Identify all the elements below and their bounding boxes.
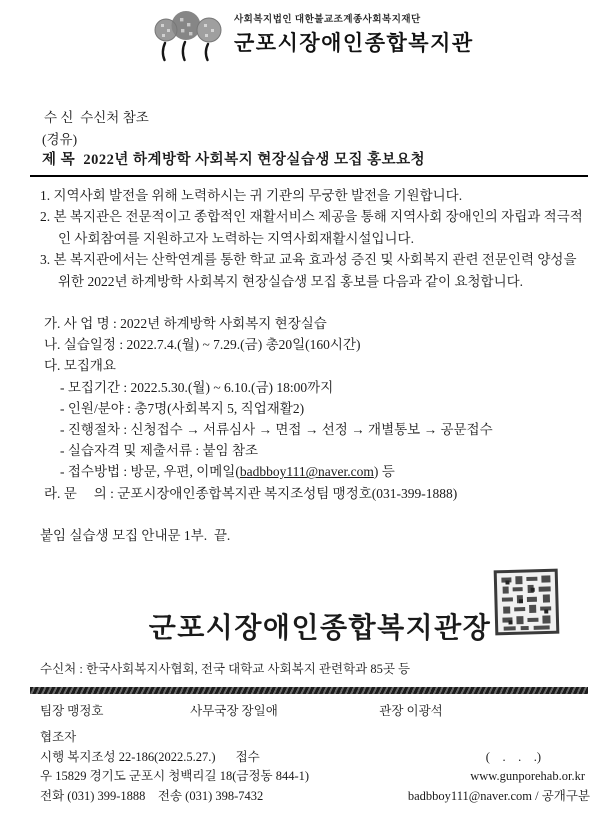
- recipient-line: 수 신 수신처 참조: [44, 110, 149, 125]
- paragraph-1: 1. 지역사회 발전을 위해 노력하시는 귀 기관의 무궁한 발전을 기원합니다.: [40, 187, 463, 203]
- letterhead: [152, 9, 616, 63]
- detail-overview-heading: 다. 모집개요: [44, 358, 116, 374]
- paragraph-2: 2. 본 복지관은 전문적이고 종합적인 재활서비스 제공을 통해 지역사회 장애인의 자립과 적극적인 사회참여를 지원하고자 노력하는 지역사회재활시설입니다.: [40, 209, 583, 246]
- postal-address: 우 15829 경기도 군포시 청백리길 18(금정동 844-1): [40, 769, 310, 784]
- cc-line: 수신처 : 한국사회복지사협회, 전국 대학교 사회복지 관련학과 85곳 등: [40, 661, 411, 676]
- via-line: (경유): [42, 131, 78, 147]
- phone-fax-numbers: 전화 (031) 399-1888 전송 (031) 398-7432: [40, 788, 264, 803]
- address-row: [0, 767, 616, 787]
- email-link[interactable]: badbboy111@naver.com: [239, 464, 374, 480]
- website-url: www.gunporehab.or.kr: [470, 769, 585, 784]
- detail-process: - 진행절차 : 신청접수 → 서류심사 → 면접 → 선정 → 개별통보 → 공문접수: [60, 422, 493, 438]
- organization-name: 군포시장애인종합복지관: [234, 31, 474, 55]
- foundation-name: 사회복지법인 대한불교조계종사회복지재단: [234, 15, 421, 25]
- detail-inquiry: 라. 문 의 : 군포시장애인종합복지관 복지조성팀 맹정호(031-399-1888): [44, 485, 458, 501]
- detail-project-name: 가. 사 업 명 : 2022년 하계방학 사회복지 현장실습: [44, 316, 327, 331]
- subject-line: 제 목 2022년 하계방학 사회복지 현장실습생 모집 홍보요청: [42, 152, 426, 168]
- approver-secretary-general: 사무국장 장일애: [190, 703, 278, 718]
- receipt-date-blank: ( . . .): [485, 749, 541, 764]
- detail-qualification: - 실습자격 및 제출서류 : 붙임 참조: [60, 443, 259, 459]
- phone-row: [0, 787, 616, 807]
- execution-row: [0, 748, 616, 768]
- three-trees-logo-icon: [152, 9, 230, 63]
- receipt-label: 접수: [235, 749, 260, 764]
- approver-director: 관장 이광석: [379, 703, 443, 718]
- detail-headcount: - 인원/분야 : 총7명(사회복지 5, 직업재활2): [60, 400, 305, 416]
- execution-number: 시행 복지조성 22-186(2022.5.27.): [40, 749, 216, 764]
- paragraph-3: 3. 본 복지관에서는 산학연계를 통한 학교 교육 효과성 증진 및 사회복지 관련 전문인력 양성을 위한 2022년 하계방학 사회복지 현장실습생 모집 홍보를 다음과 같이 요청합니다.: [40, 252, 580, 289]
- footer: [0, 702, 616, 807]
- detail-reception-method: [40, 461, 586, 482]
- details-section: [0, 313, 616, 504]
- approval-row: [0, 702, 616, 722]
- reception-post-text: ) 등: [373, 464, 395, 480]
- cooperator-label: 협조자: [40, 730, 77, 745]
- footer-divider: [30, 687, 588, 694]
- footer-email-disclosure: badbboy111@naver.com / 공개구분: [407, 788, 590, 803]
- detail-schedule: 나. 실습일정 : 2022.7.4.(월) ~ 7.29.(금) 총20일(160시간): [44, 337, 361, 353]
- issuer-title: 군포시장애인종합복지관장: [148, 612, 492, 644]
- recipient-block: [0, 107, 616, 172]
- letterhead-text: [234, 9, 474, 57]
- detail-period: - 모집기간 : 2022.5.30.(월) ~ 6.10.(금) 18:00까지: [60, 379, 334, 395]
- official-seal-icon: [493, 567, 561, 637]
- body-paragraphs: [0, 177, 616, 293]
- reception-pre-text: - 접수방법 : 방문, 우편, 이메일(: [60, 464, 240, 480]
- approver-team-leader: 팀장 맹정호: [40, 703, 104, 718]
- attachment-line: 붙임 실습생 모집 안내문 1부. 끝.: [40, 527, 231, 543]
